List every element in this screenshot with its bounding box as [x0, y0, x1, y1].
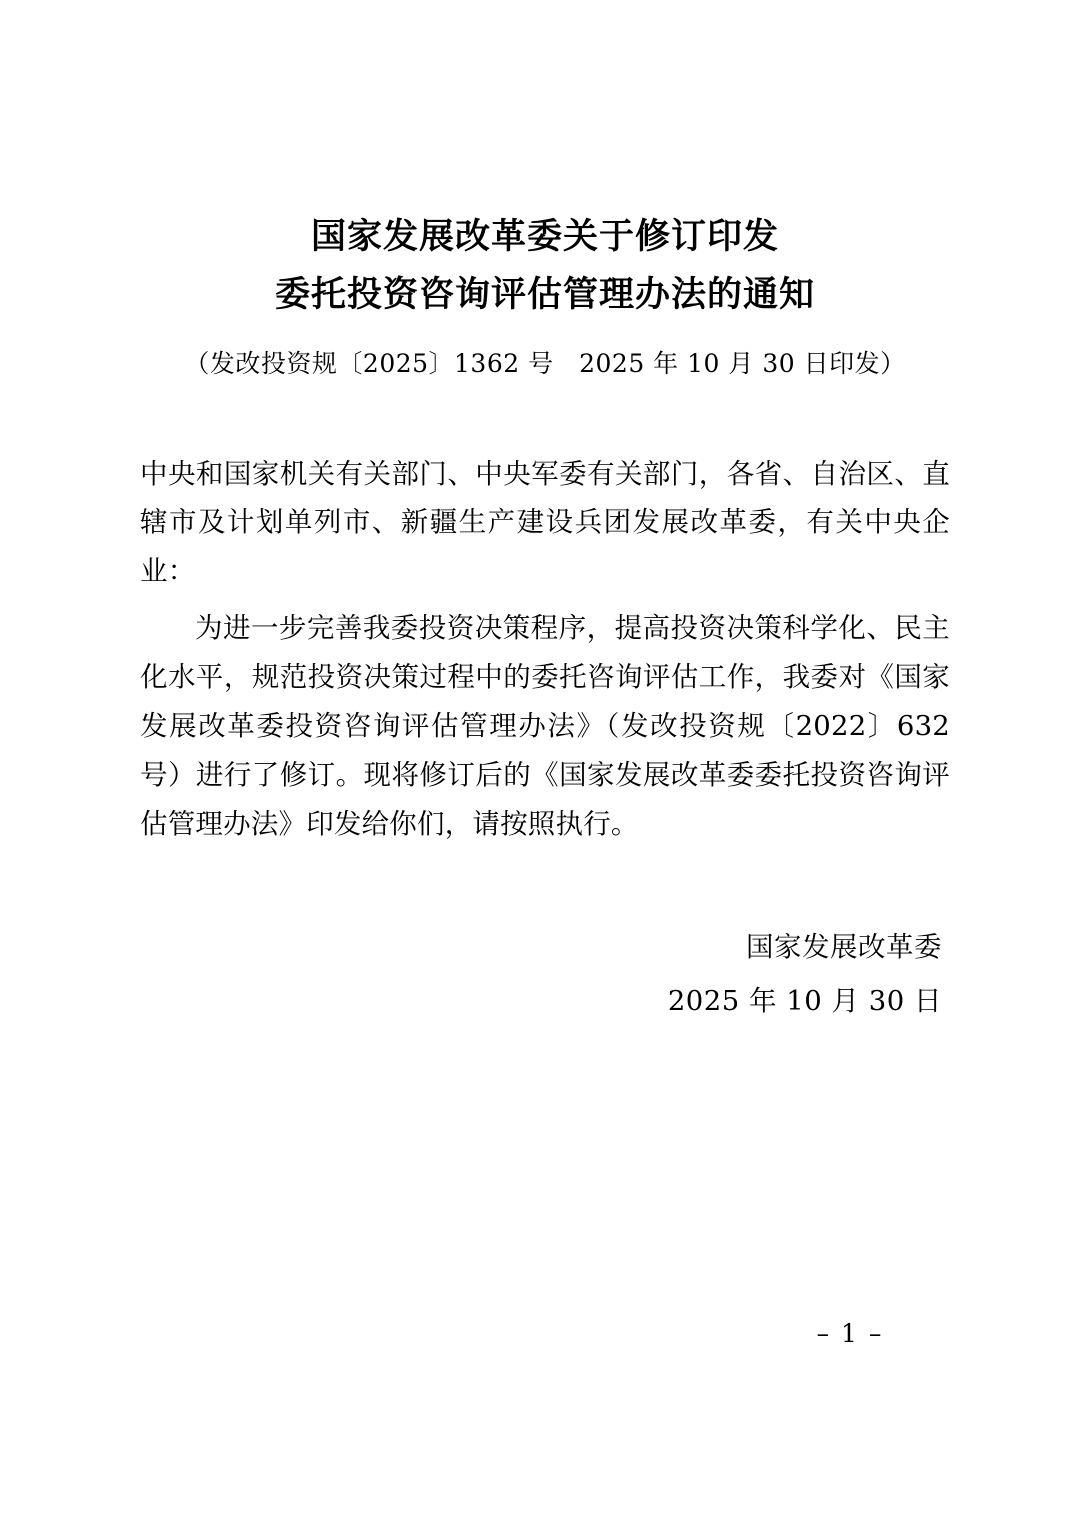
signature-block — [140, 921, 950, 1028]
document-number: （发改投资规〔2025〕1362 号 2025 年 10 月 30 日印发） — [184, 348, 906, 378]
body-paragraph: 为进一步完善我委投资决策程序，提高投资决策科学化、民主化水平，规范投资决策过程中的委托咨询评估工作，我委对《国家发展改革委投资咨询评估管理办法》（发改投资规〔2022〕632号）进行了修订。现将修订后的《国家发展改革委委托投资咨询评估管理办法》印发给你们，请按照执行。 — [140, 612, 950, 841]
title-line-1: 国家发展改革委关于修订印发 — [310, 216, 779, 257]
document-body — [140, 0, 950, 1028]
title-line-2: 委托投资咨询评估管理办法的通知 — [274, 273, 815, 315]
signature-organization: 国家发展改革委 — [746, 931, 942, 963]
signature-date: 2025 年 10 月 30 日 — [667, 984, 942, 1017]
document-title — [140, 208, 950, 324]
addressee-paragraph: 中央和国家机关有关部门、中央军委有关部门，各省、自治区、直辖市及计划单列市、新疆生产建设兵团发展改革委，有关中央企业： — [140, 457, 950, 588]
page-number: – 1 – — [816, 1319, 884, 1348]
